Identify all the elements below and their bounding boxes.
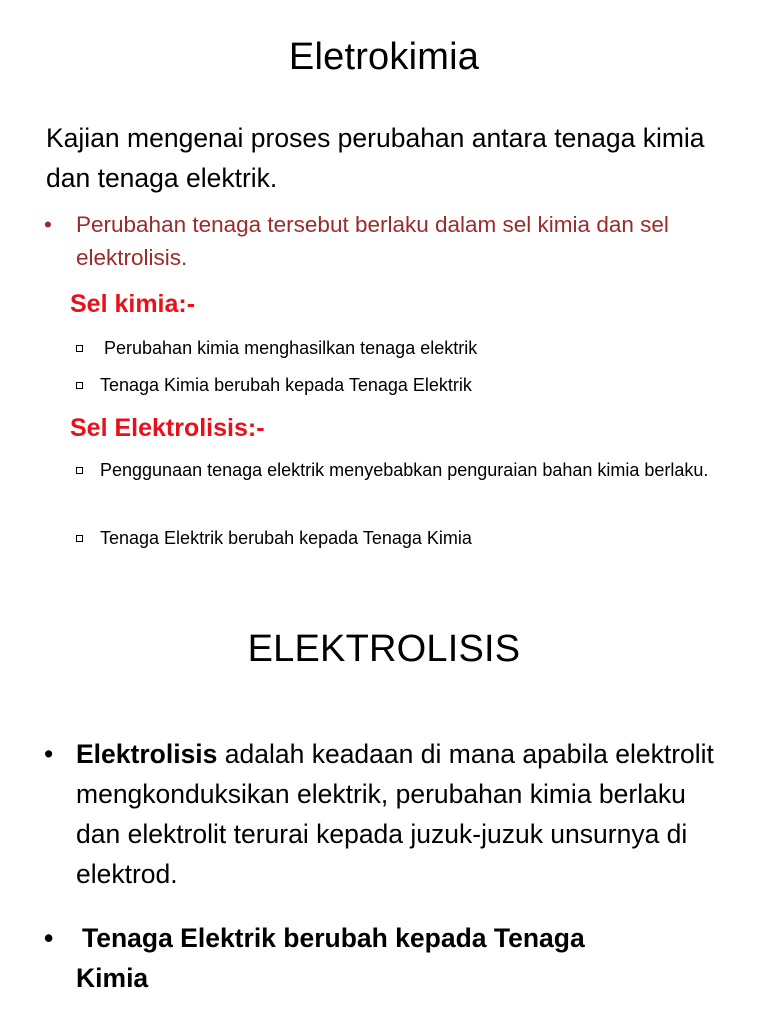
sel-elektrolisis-heading: Sel Elektrolisis:- [70, 414, 265, 442]
bullet-icon: • [44, 212, 52, 237]
sel-kimia-item [76, 333, 716, 363]
square-bullet-icon [76, 535, 83, 542]
energy-change-line2: Kimia [76, 963, 149, 993]
sel-elektrolisis-item [76, 455, 716, 485]
square-bullet-icon [76, 382, 83, 389]
sel-kimia-item-text: Perubahan kimia menghasilkan tenaga elektrik [104, 338, 478, 358]
slide1-intro: Kajian mengenai proses perubahan antara tenaga kimia dan tenaga elektrik. [46, 123, 705, 193]
definition-body: adalah keadaan di mana apabila elektrolit mengkonduksikan elektrik, perubahan kimia berlaku dan elektrolit terurai kepada juzuk-juzuk unsurnya di elektrod. [76, 739, 714, 889]
red-bullet-item [44, 208, 734, 274]
sel-kimia-item [76, 370, 716, 400]
bullet-icon: • [44, 739, 54, 769]
sel-kimia-item-text: Tenaga Kimia berubah kepada Tenaga Elektrik [100, 375, 472, 395]
energy-change-bullet [44, 918, 734, 998]
definition-text [44, 734, 734, 894]
sel-elektrolisis-item-text: Tenaga Elektrik berubah kepada Tenaga Kimia [100, 528, 472, 548]
square-bullet-icon [76, 345, 83, 352]
bullet-icon: • [44, 923, 54, 953]
sel-kimia-heading: Sel kimia:- [70, 290, 196, 318]
sel-elektrolisis-item-text: Penggunaan tenaga elektrik menyebabkan penguraian bahan kimia berlaku. [100, 460, 709, 480]
sel-elektrolisis-item [76, 523, 716, 553]
energy-change-line1: Tenaga Elektrik berubah kepada Tenaga [82, 923, 585, 953]
slide1-title: Eletrokimia [288, 36, 480, 78]
red-bullet-text: Perubahan tenaga tersebut berlaku dalam sel kimia dan sel elektrolisis. [76, 212, 669, 270]
slide2-title: ELEKTROLISIS [247, 628, 521, 670]
definition-term: Elektrolisis [76, 739, 218, 769]
square-bullet-icon [76, 467, 83, 474]
definition-bullet [44, 734, 734, 894]
